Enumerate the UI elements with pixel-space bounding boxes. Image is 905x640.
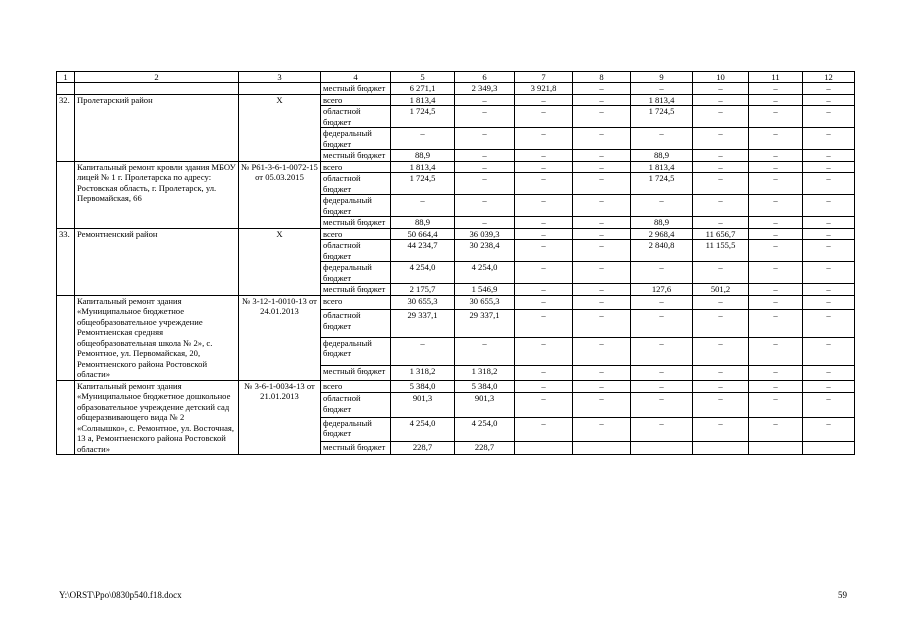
value-cell: 29 337,1	[391, 310, 455, 338]
value-cell: –	[749, 284, 803, 296]
funding-type-cell: местный бюджет	[321, 365, 391, 380]
document-cell: № 3-6-1-0034-13 от 21.01.2013	[239, 380, 321, 455]
row-number-cell: 32.	[57, 94, 75, 161]
value-cell: –	[573, 284, 631, 296]
value-cell	[803, 442, 855, 455]
value-cell: –	[455, 106, 515, 128]
value-cell: –	[515, 310, 573, 338]
value-cell: –	[515, 94, 573, 106]
value-cell: –	[391, 195, 455, 217]
table-row	[57, 295, 855, 310]
value-cell: –	[573, 195, 631, 217]
value-cell: –	[515, 217, 573, 229]
value-cell: –	[515, 262, 573, 284]
object-name-cell: Пролетарский район	[75, 94, 239, 161]
value-cell: –	[693, 106, 749, 128]
value-cell: –	[573, 217, 631, 229]
value-cell: –	[515, 106, 573, 128]
value-cell: –	[631, 337, 693, 365]
value-cell: –	[515, 365, 573, 380]
value-cell: –	[515, 173, 573, 195]
value-cell: 1 318,2	[391, 365, 455, 380]
value-cell: –	[749, 106, 803, 128]
value-cell: –	[749, 417, 803, 441]
column-number-row	[57, 72, 855, 83]
value-cell: –	[749, 295, 803, 310]
value-cell: –	[573, 240, 631, 262]
value-cell: –	[573, 295, 631, 310]
value-cell: –	[693, 380, 749, 393]
footer-file-path: Y:\ORST\Ppo\0830p540.f18.docx	[59, 590, 182, 600]
column-number: 1	[57, 72, 75, 83]
value-cell: –	[749, 83, 803, 95]
value-cell: –	[573, 150, 631, 162]
value-cell: –	[749, 161, 803, 173]
value-cell: –	[803, 128, 855, 150]
value-cell: –	[693, 217, 749, 229]
column-number: 6	[455, 72, 515, 83]
value-cell: –	[803, 393, 855, 417]
value-cell: –	[749, 393, 803, 417]
value-cell: –	[693, 83, 749, 95]
value-cell: 30 655,3	[391, 295, 455, 310]
value-cell: –	[515, 380, 573, 393]
value-cell: 11 656,7	[693, 228, 749, 240]
value-cell: –	[573, 262, 631, 284]
column-number: 12	[803, 72, 855, 83]
value-cell: –	[749, 150, 803, 162]
value-cell: 127,6	[631, 284, 693, 296]
column-number: 3	[239, 72, 321, 83]
value-cell: 88,9	[631, 150, 693, 162]
funding-type-cell: областной бюджет	[321, 240, 391, 262]
value-cell: –	[515, 195, 573, 217]
column-number: 4	[321, 72, 391, 83]
value-cell: –	[455, 337, 515, 365]
value-cell: 3 921,8	[515, 83, 573, 95]
funding-type-cell: федеральный бюджет	[321, 128, 391, 150]
value-cell: 4 254,0	[455, 262, 515, 284]
value-cell: 901,3	[455, 393, 515, 417]
value-cell: –	[455, 195, 515, 217]
value-cell: 6 271,1	[391, 83, 455, 95]
value-cell: –	[749, 228, 803, 240]
value-cell: –	[803, 83, 855, 95]
value-cell: –	[803, 295, 855, 310]
funding-type-cell: федеральный бюджет	[321, 337, 391, 365]
value-cell: 88,9	[391, 150, 455, 162]
value-cell: –	[455, 217, 515, 229]
value-cell: –	[515, 228, 573, 240]
value-cell: 4 254,0	[391, 262, 455, 284]
value-cell: 228,7	[455, 442, 515, 455]
value-cell: –	[693, 337, 749, 365]
document-cell	[239, 83, 321, 95]
value-cell: –	[391, 337, 455, 365]
funding-type-cell: местный бюджет	[321, 150, 391, 162]
value-cell: –	[515, 128, 573, 150]
column-number: 7	[515, 72, 573, 83]
value-cell: 1 813,4	[631, 161, 693, 173]
column-number: 2	[75, 72, 239, 83]
value-cell: –	[631, 195, 693, 217]
value-cell: 30 655,3	[455, 295, 515, 310]
value-cell: –	[693, 365, 749, 380]
object-name-cell	[75, 83, 239, 95]
value-cell: –	[803, 173, 855, 195]
value-cell: 501,2	[693, 284, 749, 296]
value-cell: 2 968,4	[631, 228, 693, 240]
value-cell: –	[515, 417, 573, 441]
value-cell: 2 175,7	[391, 284, 455, 296]
value-cell: –	[455, 150, 515, 162]
value-cell: –	[573, 94, 631, 106]
value-cell: 1 546,9	[455, 284, 515, 296]
value-cell: –	[803, 106, 855, 128]
document-cell: Х	[239, 228, 321, 295]
value-cell: –	[455, 173, 515, 195]
value-cell: 50 664,4	[391, 228, 455, 240]
value-cell: –	[515, 240, 573, 262]
object-name-cell: Капитальный ремонт кровли здания МБОУ лицей № 1 г. Пролетарска по адресу: Ростовская область, г. Пролетарск, ул. Первомайская, 66	[75, 161, 239, 228]
value-cell: –	[573, 380, 631, 393]
funding-type-cell: местный бюджет	[321, 284, 391, 296]
value-cell: –	[573, 228, 631, 240]
value-cell: –	[803, 161, 855, 173]
value-cell: –	[803, 262, 855, 284]
value-cell: 44 234,7	[391, 240, 455, 262]
value-cell: –	[749, 365, 803, 380]
value-cell: –	[631, 310, 693, 338]
value-cell: –	[631, 380, 693, 393]
value-cell: –	[693, 161, 749, 173]
value-cell: –	[803, 94, 855, 106]
table-row	[57, 94, 855, 106]
value-cell: –	[631, 83, 693, 95]
value-cell: –	[693, 150, 749, 162]
funding-type-cell: местный бюджет	[321, 442, 391, 455]
value-cell: –	[693, 295, 749, 310]
value-cell: 1 813,4	[631, 94, 693, 106]
value-cell: 1 724,5	[631, 173, 693, 195]
value-cell: –	[573, 365, 631, 380]
value-cell: –	[515, 284, 573, 296]
value-cell: –	[803, 217, 855, 229]
value-cell: –	[573, 83, 631, 95]
value-cell: –	[693, 94, 749, 106]
table-row	[57, 380, 855, 393]
page-number: 59	[838, 590, 847, 600]
value-cell: –	[455, 128, 515, 150]
value-cell: –	[749, 94, 803, 106]
value-cell: –	[631, 262, 693, 284]
row-number-cell: 33.	[57, 228, 75, 295]
value-cell: –	[803, 310, 855, 338]
value-cell: 1 724,5	[391, 106, 455, 128]
value-cell: –	[749, 128, 803, 150]
value-cell: –	[803, 228, 855, 240]
value-cell: –	[749, 337, 803, 365]
value-cell: –	[803, 380, 855, 393]
value-cell: –	[749, 195, 803, 217]
value-cell: –	[515, 337, 573, 365]
value-cell: –	[693, 128, 749, 150]
funding-type-cell: областной бюджет	[321, 310, 391, 338]
value-cell: –	[573, 310, 631, 338]
row-number-cell	[57, 295, 75, 380]
value-cell: –	[749, 173, 803, 195]
column-number: 5	[391, 72, 455, 83]
column-number: 9	[631, 72, 693, 83]
funding-type-cell: федеральный бюджет	[321, 417, 391, 441]
funding-type-cell: федеральный бюджет	[321, 262, 391, 284]
object-name-cell: Ремонтненский район	[75, 228, 239, 295]
funding-type-cell: всего	[321, 380, 391, 393]
value-cell: –	[803, 195, 855, 217]
value-cell: 4 254,0	[391, 417, 455, 441]
value-cell: 1 724,5	[631, 106, 693, 128]
value-cell: –	[515, 161, 573, 173]
value-cell: –	[693, 195, 749, 217]
value-cell	[573, 442, 631, 455]
value-cell: –	[749, 380, 803, 393]
value-cell: –	[749, 262, 803, 284]
value-cell: –	[573, 106, 631, 128]
value-cell: 88,9	[631, 217, 693, 229]
value-cell: –	[573, 393, 631, 417]
value-cell: 2 840,8	[631, 240, 693, 262]
value-cell: –	[803, 284, 855, 296]
value-cell: 901,3	[391, 393, 455, 417]
row-number-cell	[57, 83, 75, 95]
table-row	[57, 83, 855, 95]
value-cell: 1 724,5	[391, 173, 455, 195]
value-cell: –	[749, 217, 803, 229]
value-cell: 11 155,5	[693, 240, 749, 262]
value-cell: –	[573, 161, 631, 173]
value-cell: 1 813,4	[391, 161, 455, 173]
funding-type-cell: областной бюджет	[321, 173, 391, 195]
value-cell	[515, 442, 573, 455]
value-cell: –	[803, 150, 855, 162]
row-number-cell	[57, 161, 75, 228]
object-name-cell: Капитальный ремонт здания «Муниципальное бюджетное общеобразовательное учреждение Ремонтненская средняя общеобразовательная школа № 2», с. Ремонтное, ул. Первомайская, 20, Ремонтненского района Ростовской области»	[75, 295, 239, 380]
table-row	[57, 161, 855, 173]
value-cell: –	[693, 310, 749, 338]
column-number: 11	[749, 72, 803, 83]
value-cell: –	[631, 128, 693, 150]
value-cell: 5 384,0	[391, 380, 455, 393]
value-cell	[631, 442, 693, 455]
value-cell: –	[693, 417, 749, 441]
funding-type-cell: федеральный бюджет	[321, 195, 391, 217]
funding-type-cell: областной бюджет	[321, 106, 391, 128]
document-cell: Х	[239, 94, 321, 161]
value-cell: –	[573, 173, 631, 195]
value-cell: –	[573, 417, 631, 441]
value-cell: –	[803, 240, 855, 262]
value-cell: –	[391, 128, 455, 150]
funding-type-cell: всего	[321, 161, 391, 173]
value-cell	[693, 442, 749, 455]
document-cell: № 3-12-1-0010-13 от 24.01.2013	[239, 295, 321, 380]
value-cell	[749, 442, 803, 455]
value-cell: –	[631, 295, 693, 310]
value-cell: –	[631, 417, 693, 441]
row-number-cell	[57, 380, 75, 455]
value-cell: –	[515, 150, 573, 162]
value-cell: 29 337,1	[455, 310, 515, 338]
value-cell: –	[631, 365, 693, 380]
value-cell: –	[693, 262, 749, 284]
column-number: 10	[693, 72, 749, 83]
value-cell: 36 039,3	[455, 228, 515, 240]
column-number: 8	[573, 72, 631, 83]
value-cell: 228,7	[391, 442, 455, 455]
value-cell: –	[693, 393, 749, 417]
value-cell: 30 238,4	[455, 240, 515, 262]
value-cell: 4 254,0	[455, 417, 515, 441]
value-cell: 88,9	[391, 217, 455, 229]
object-name-cell: Капитальный ремонт здания «Муниципальное бюджетное дошкольное образовательное учреждение детский сад общеразвивающего вида № 2 «Солнышко», с. Ремонтное, ул. Восточная, 13 а, Ремонтненского района Ростовской области»	[75, 380, 239, 455]
value-cell: –	[749, 310, 803, 338]
value-cell: –	[455, 94, 515, 106]
funding-type-cell: областной бюджет	[321, 393, 391, 417]
document-cell: № Р61-3-6-1-0072-15 от 05.03.2015	[239, 161, 321, 228]
value-cell: –	[515, 393, 573, 417]
table-row	[57, 228, 855, 240]
value-cell: –	[749, 240, 803, 262]
value-cell: –	[803, 365, 855, 380]
value-cell: –	[573, 337, 631, 365]
value-cell: –	[515, 295, 573, 310]
value-cell: 1 813,4	[391, 94, 455, 106]
value-cell: 5 384,0	[455, 380, 515, 393]
funding-type-cell: всего	[321, 295, 391, 310]
funding-type-cell: местный бюджет	[321, 83, 391, 95]
value-cell: –	[803, 337, 855, 365]
value-cell: 2 349,3	[455, 83, 515, 95]
funding-type-cell: всего	[321, 228, 391, 240]
value-cell: –	[693, 173, 749, 195]
value-cell: 1 318,2	[455, 365, 515, 380]
funding-type-cell: местный бюджет	[321, 217, 391, 229]
value-cell: –	[803, 417, 855, 441]
value-cell: –	[631, 393, 693, 417]
budget-table	[56, 71, 855, 455]
value-cell: –	[455, 161, 515, 173]
funding-type-cell: всего	[321, 94, 391, 106]
value-cell: –	[573, 128, 631, 150]
